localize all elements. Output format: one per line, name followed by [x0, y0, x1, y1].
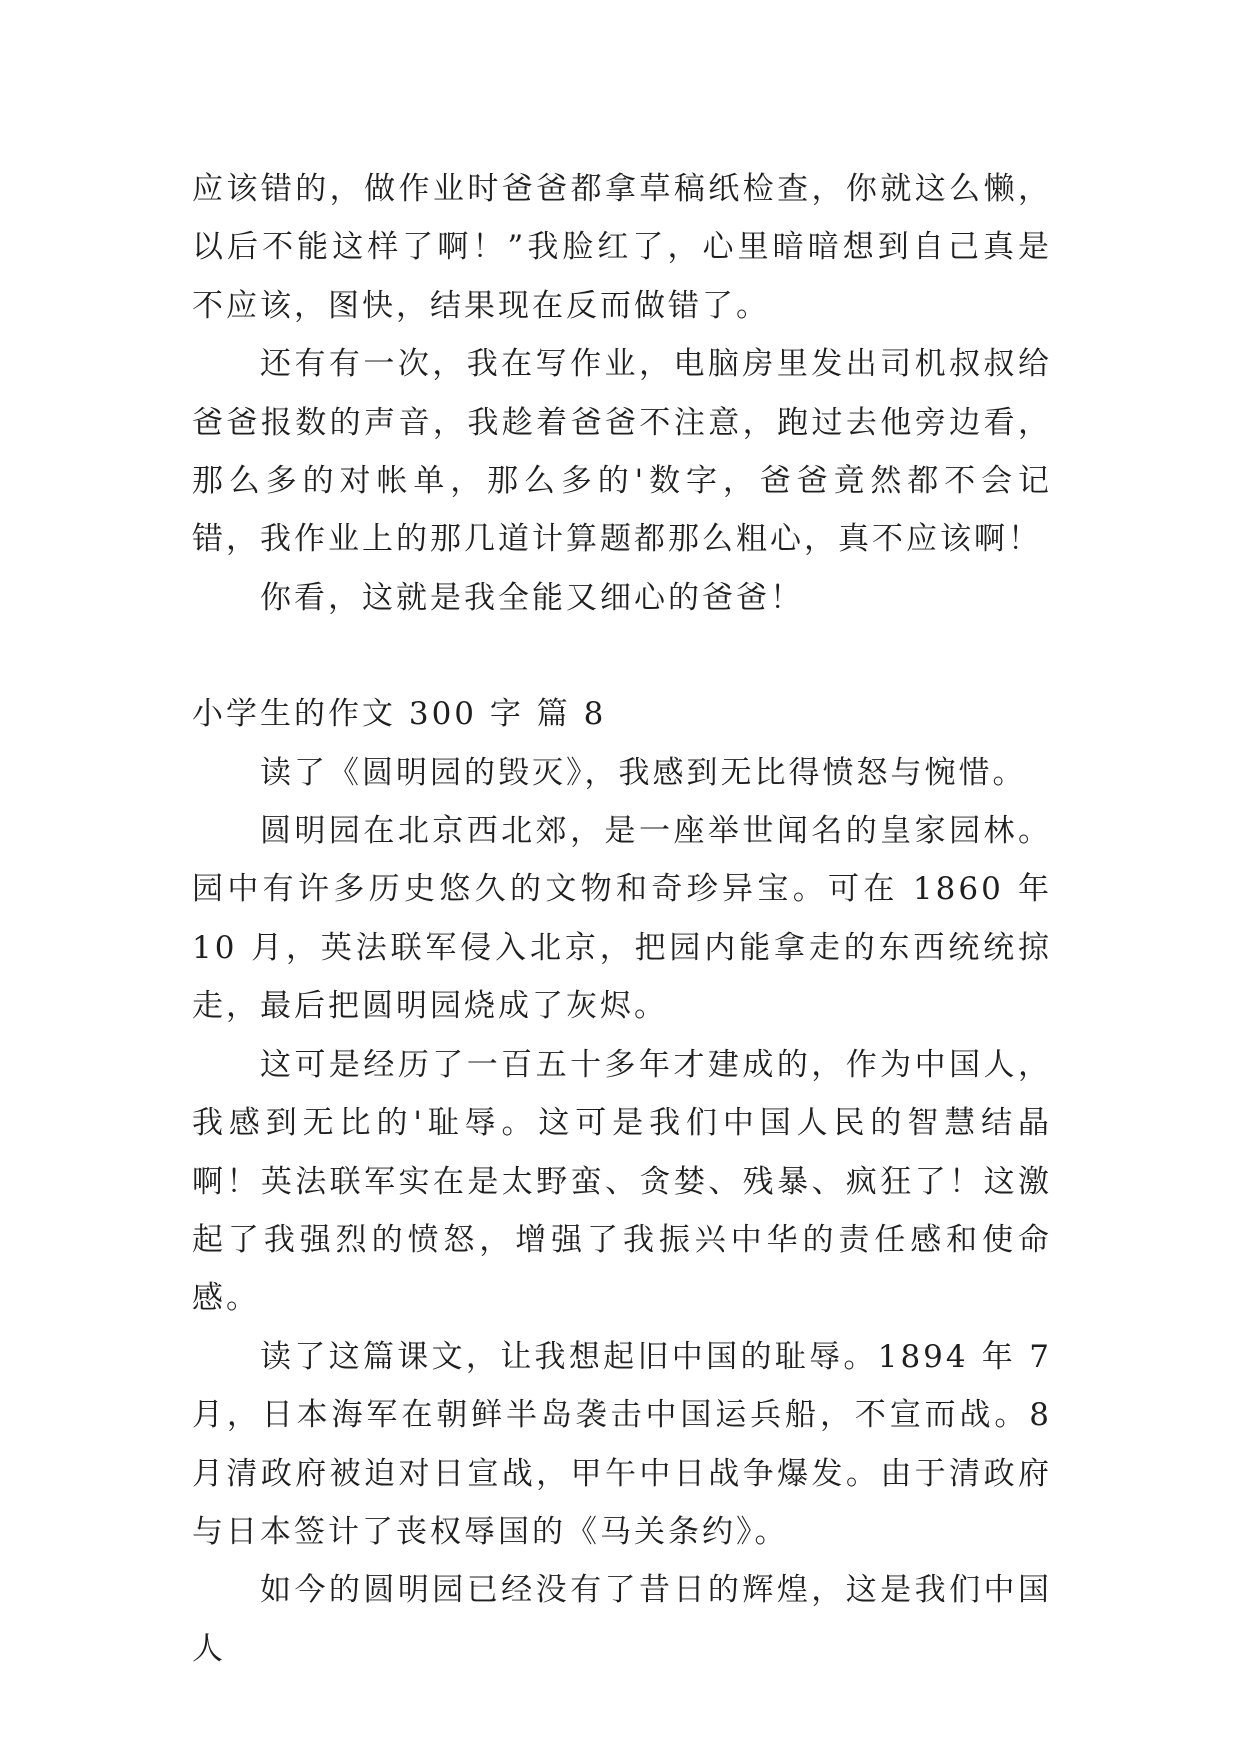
paragraph: 圆明园在北京西北郊，是一座举世闻名的皇家园林。园中有许多历史悠久的文物和奇珍异宝。可在 1860 年 10 月，英法联军侵入北京，把园内能拿走的东西统统掠走，最后把圆明园烧成了灰烬。	[192, 813, 1052, 1025]
paragraph-continued: 应该错的，做作业时爸爸都拿草稿纸检查，你就这么懒，以后不能这样了啊！”我脸红了，心里暗暗想到自己真是不应该，图快，结果现在反而做错了。	[192, 171, 1052, 324]
paragraph: 还有有一次，我在写作业，电脑房里发出司机叔叔给爸爸报数的声音，我趁着爸爸不注意，跑过去他旁边看，那么多的对帐单，那么多的'数字，爸爸竟然都不会记错，我作业上的那几道计算题都那么粗心，真不应该啊！	[192, 346, 1052, 558]
paragraph: 读了这篇课文，让我想起旧中国的耻辱。1894 年 7 月，日本海军在朝鲜半岛袭击中国运兵船，不宣而战。8 月清政府被迫对日宣战，甲午中日战争爆发。由于清政府与日本签计了丧权辱国的《马关条约》。	[192, 1338, 1052, 1550]
paragraph: 你看，这就是我全能又细心的爸爸！	[260, 579, 804, 616]
paragraph: 如今的圆明园已经没有了昔日的辉煌，这是我们中国人	[192, 1572, 1052, 1667]
section-spacer	[192, 627, 1052, 685]
document-body	[192, 160, 1052, 1678]
section-title: 小学生的作文 300 字 篇 8	[192, 696, 607, 733]
paragraph: 这可是经历了一百五十多年才建成的，作为中国人，我感到无比的'耻辱。这可是我们中国人民的智慧结晶啊！英法联军实在是太野蛮、贪婪、残暴、疯狂了！这激起了我强烈的愤怒，增强了我振兴中华的责任感和使命感。	[192, 1046, 1052, 1317]
paragraph: 读了《圆明园的毁灭》，我感到无比得愤怒与惋惜。	[260, 754, 1027, 791]
